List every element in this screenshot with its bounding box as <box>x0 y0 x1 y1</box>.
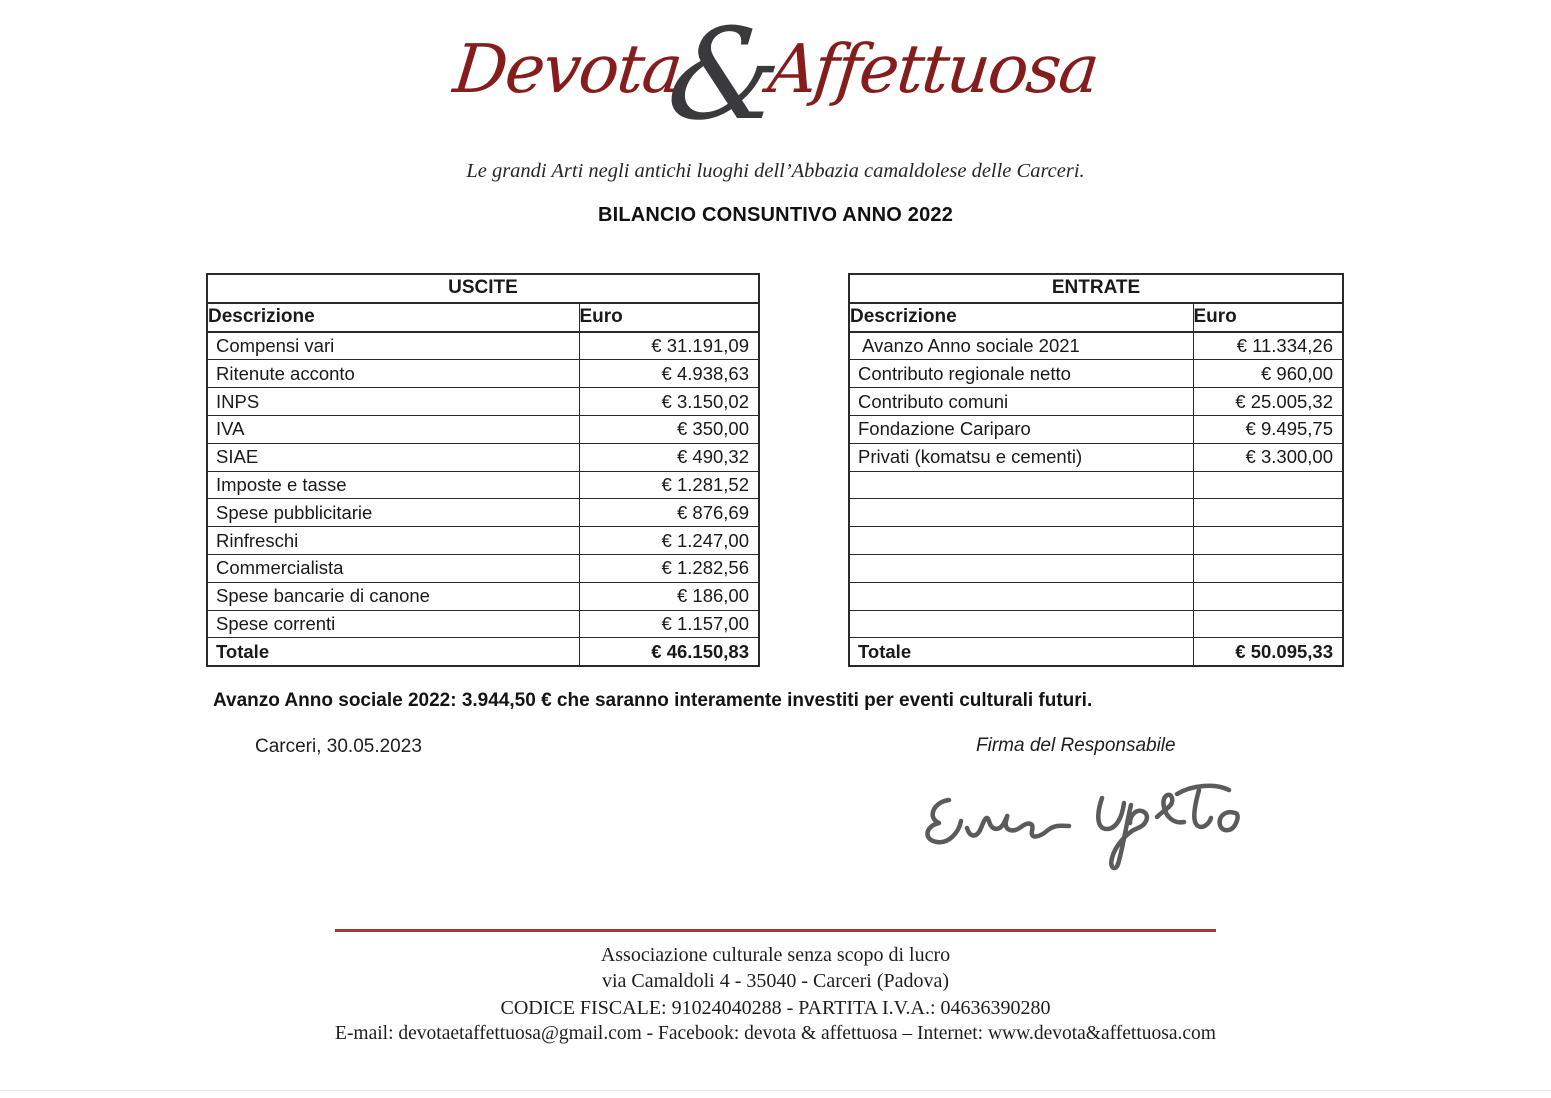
footer-fiscal-codes: CODICE FISCALE: 91024040288 - PARTITA I.V.A.: 04636390280 <box>500 996 1051 1019</box>
table-row <box>207 443 759 471</box>
table-row <box>207 360 759 388</box>
cell-euro <box>1193 471 1343 499</box>
table-row <box>849 554 1343 582</box>
cell-euro: € 876,69 <box>579 499 759 527</box>
cell-descrizione: Avanzo Anno sociale 2021 <box>849 332 1193 360</box>
total-label: Totale <box>849 638 1193 666</box>
column-header-euro: Euro <box>1193 303 1343 332</box>
entrate-table <box>848 273 1344 667</box>
footer-address: via Camaldoli 4 - 35040 - Carceri (Padova) <box>601 970 950 993</box>
logo-word-affettuosa: Affettuosa <box>764 30 1101 108</box>
cell-descrizione: Commercialista <box>207 554 579 582</box>
table-total-row <box>207 638 759 666</box>
cell-descrizione: Spese pubblicitarie <box>207 499 579 527</box>
cell-descrizione: Ritenute acconto <box>207 360 579 388</box>
cell-descrizione: Spese bancarie di canone <box>207 582 579 610</box>
total-value: € 46.150,83 <box>579 638 759 666</box>
cell-euro: € 1.282,56 <box>579 554 759 582</box>
cell-euro: € 3.150,02 <box>579 388 759 416</box>
signature-label: Firma del Responsabile <box>976 735 1176 756</box>
table-row <box>207 471 759 499</box>
table-row <box>849 499 1343 527</box>
table-row <box>207 554 759 582</box>
cell-descrizione: IVA <box>207 415 579 443</box>
cell-euro: € 490,32 <box>579 443 759 471</box>
logo-ampersand: & <box>660 1 789 148</box>
cell-descrizione: Spese correnti <box>207 610 579 638</box>
table-title-row <box>207 274 759 303</box>
cell-descrizione <box>849 527 1193 555</box>
cell-euro <box>1193 527 1343 555</box>
cell-descrizione: Fondazione Cariparo <box>849 415 1193 443</box>
cell-descrizione: Rinfreschi <box>207 527 579 555</box>
cell-euro: € 3.300,00 <box>1193 443 1343 471</box>
footer <box>0 942 1551 1048</box>
cell-descrizione <box>849 554 1193 582</box>
cell-descrizione: Compensi vari <box>207 332 579 360</box>
cell-euro <box>1193 554 1343 582</box>
table-header-row <box>849 303 1343 332</box>
cell-euro: € 1.157,00 <box>579 610 759 638</box>
cell-descrizione: SIAE <box>207 443 579 471</box>
footer-contacts: E-mail: devotaetaffettuosa@gmail.com - Facebook: devota & affettuosa – Internet: www.devota&affettuosa.com <box>335 1023 1216 1045</box>
place-and-date: Carceri, 30.05.2023 <box>255 736 422 757</box>
cell-euro: € 11.334,26 <box>1193 332 1343 360</box>
cell-euro: € 350,00 <box>579 415 759 443</box>
table-row <box>207 610 759 638</box>
table-row <box>849 471 1343 499</box>
cell-euro: € 960,00 <box>1193 360 1343 388</box>
column-header-euro: Euro <box>579 303 759 332</box>
page-bottom-edge <box>0 1090 1551 1091</box>
cell-euro <box>1193 582 1343 610</box>
entrate-table-title: ENTRATE <box>849 274 1343 303</box>
table-title-row <box>849 274 1343 303</box>
cell-euro: € 4.938,63 <box>579 360 759 388</box>
cell-descrizione <box>849 582 1193 610</box>
logo <box>0 1 1551 148</box>
uscite-table-title: USCITE <box>207 274 759 303</box>
cell-descrizione: Privati (komatsu e cementi) <box>849 443 1193 471</box>
cell-descrizione: Contributo regionale netto <box>849 360 1193 388</box>
cell-euro: € 1.281,52 <box>579 471 759 499</box>
total-value: € 50.095,33 <box>1193 638 1343 666</box>
cell-euro: € 9.495,75 <box>1193 415 1343 443</box>
tagline: Le grandi Arti negli antichi luoghi dell’Abbazia camaldolese delle Carceri. <box>466 160 1085 182</box>
cell-euro <box>1193 610 1343 638</box>
cell-descrizione <box>849 499 1193 527</box>
cell-descrizione: INPS <box>207 388 579 416</box>
table-total-row <box>849 638 1343 666</box>
cell-descrizione: Contributo comuni <box>849 388 1193 416</box>
table-row <box>849 332 1343 360</box>
table-row <box>849 610 1343 638</box>
cell-descrizione: Imposte e tasse <box>207 471 579 499</box>
cell-euro: € 25.005,32 <box>1193 388 1343 416</box>
page-title: BILANCIO CONSUNTIVO ANNO 2022 <box>597 204 954 226</box>
cell-euro: € 186,00 <box>579 582 759 610</box>
table-row <box>849 415 1343 443</box>
column-header-descrizione: Descrizione <box>207 303 579 332</box>
surplus-note: Avanzo Anno sociale 2022: 3.944,50 € che saranno interamente investiti per eventi culturali futuri. <box>213 690 1093 711</box>
table-row <box>849 360 1343 388</box>
table-row <box>849 582 1343 610</box>
cell-descrizione <box>849 610 1193 638</box>
table-row <box>207 499 759 527</box>
table-row <box>849 527 1343 555</box>
table-row <box>207 582 759 610</box>
table-row <box>207 388 759 416</box>
signature-handwriting <box>915 768 1265 878</box>
total-label: Totale <box>207 638 579 666</box>
footer-association: Associazione culturale senza scopo di lucro <box>600 944 951 966</box>
cell-descrizione <box>849 471 1193 499</box>
column-header-descrizione: Descrizione <box>849 303 1193 332</box>
table-row <box>849 388 1343 416</box>
table-row <box>207 527 759 555</box>
table-row <box>207 415 759 443</box>
table-row <box>207 332 759 360</box>
uscite-table <box>206 273 760 667</box>
logo-word-devota: Devota <box>450 30 685 108</box>
table-row <box>849 443 1343 471</box>
cell-euro: € 31.191,09 <box>579 332 759 360</box>
footer-divider-rule <box>335 929 1216 932</box>
cell-euro: € 1.247,00 <box>579 527 759 555</box>
table-header-row <box>207 303 759 332</box>
cell-euro <box>1193 499 1343 527</box>
